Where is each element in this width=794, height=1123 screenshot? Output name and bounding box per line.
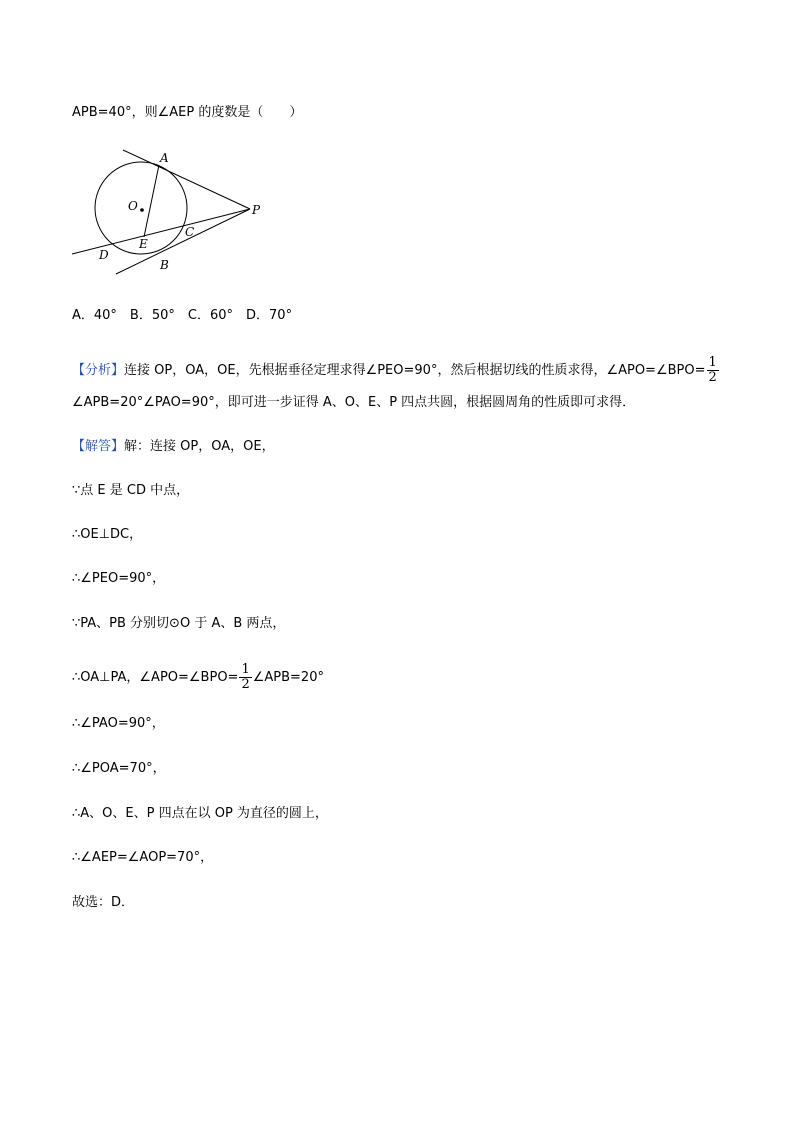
- fraction-denominator: 2: [708, 370, 717, 385]
- solution-step-3: ∴∠PEO=90°，: [72, 571, 166, 586]
- analysis-tag: 【分析】: [72, 363, 125, 378]
- label-a: A: [160, 151, 169, 165]
- center-point-o: [140, 208, 144, 212]
- solution-step-2: ∴OE⊥DC，: [72, 527, 143, 542]
- fraction-denominator: 2: [241, 677, 250, 692]
- fraction-half: [707, 356, 719, 385]
- fraction-numerator: 1: [241, 662, 250, 677]
- solution-intro-text: 解：连接 OP，OA，OE，: [124, 439, 275, 454]
- analysis-line-1: [72, 356, 720, 385]
- solution-step-7: ∴∠POA=70°，: [72, 761, 166, 776]
- solution-step-4: ∵PA、PB 分别切⊙O 于 A、B 两点，: [72, 616, 286, 631]
- label-b: B: [160, 258, 169, 272]
- label-p: P: [252, 203, 261, 217]
- step5-text-b: ∠APB=20°: [252, 670, 324, 685]
- solution-step-9: ∴∠AEP=∠AOP=70°，: [72, 850, 214, 865]
- label-o: O: [128, 199, 138, 213]
- fraction-numerator: 1: [708, 355, 717, 370]
- segment-ae: [144, 165, 159, 237]
- geometry-figure: [68, 145, 268, 280]
- analysis-line-2: ∠APB=20°∠PAO=90°，即可进一步证得 A、O、E、P 四点共圆，根据圆周角的性质即可求得．: [72, 395, 636, 410]
- solution-intro: [72, 438, 275, 456]
- solution-step-8: ∴A、O、E、P 四点在以 OP 为直径的圆上，: [72, 806, 328, 821]
- step5-text-a: ∴OA⊥PA，∠APO=∠BPO=: [72, 670, 239, 685]
- label-c: C: [185, 225, 195, 239]
- analysis-text-1: 连接 OP，OA，OE，先根据垂径定理求得∠PEO=90°，然后根据切线的性质求得，∠APO=∠BPO=: [124, 363, 706, 378]
- label-e: E: [139, 237, 148, 251]
- question-stem: APB=40°，则∠AEP 的度数是（ ）: [72, 105, 303, 120]
- answer-options: A．40° B．50° C．60° D．70°: [72, 308, 293, 323]
- solution-step-1: ∵点 E 是 CD 中点，: [72, 483, 190, 498]
- solution-tag: 【解答】: [72, 439, 125, 454]
- tangent-pb: [116, 209, 250, 274]
- fraction-half-step5: [239, 663, 251, 692]
- solution-conclusion: 故选：D．: [72, 895, 135, 910]
- label-d: D: [99, 248, 109, 262]
- solution-step-6: ∴∠PAO=90°，: [72, 716, 165, 731]
- solution-step-5: [72, 663, 324, 692]
